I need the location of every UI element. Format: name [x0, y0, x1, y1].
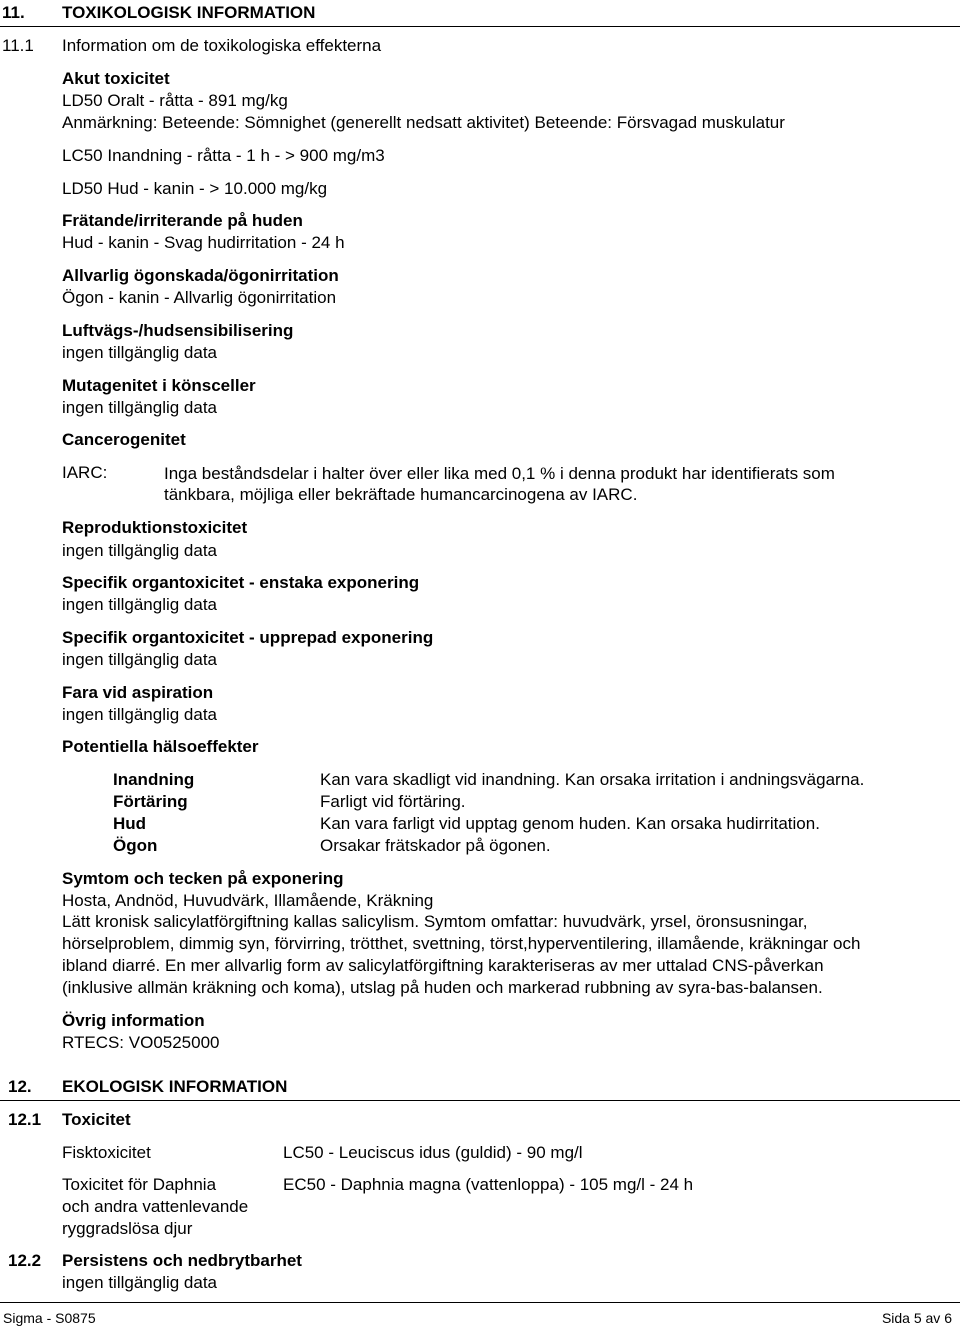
mutagenicity-text: ingen tillgänglig data	[62, 398, 218, 417]
acute-toxicity-heading: Akut toxicitet	[62, 69, 170, 88]
other-info-text: RTECS: VO0525000	[62, 1033, 220, 1052]
symptoms-line: (inklusive allmän kräkning och koma), utslag på huden och markerad rubbning av syra-bas-balansen.	[62, 978, 823, 997]
sensitization-text: ingen tillgänglig data	[62, 343, 218, 362]
health-effect-label: Inandning	[113, 770, 195, 789]
acute-line-3: LC50 Inandning - råtta - 1 h - > 900 mg/m3	[62, 146, 385, 165]
section-12-number: 12.	[8, 1077, 32, 1096]
fish-toxicity-value: LC50 - Leuciscus idus (guldid) - 90 mg/l	[283, 1143, 583, 1162]
symptoms-line: Lätt kronisk salicylatförgiftning kallas salicylism. Symtom omfattar: huvudvärk, yrsel, öronsusningar,	[62, 912, 808, 931]
reproductive-text: ingen tillgänglig data	[62, 541, 218, 560]
acute-line-1: LD50 Oralt - råtta - 891 mg/kg	[62, 91, 288, 110]
health-effect-label: Förtäring	[113, 792, 188, 811]
stot-repeated-text: ingen tillgänglig data	[62, 650, 218, 669]
daphnia-label-line-1: Toxicitet för Daphnia	[62, 1175, 217, 1194]
subsection-12-2-title: Persistens och nedbrytbarhet	[62, 1251, 302, 1270]
fish-toxicity-label: Fisktoxicitet	[62, 1143, 151, 1162]
reproductive-heading: Reproduktionstoxicitet	[62, 518, 248, 537]
stot-repeated-heading: Specifik organtoxicitet - upprepad exponering	[62, 628, 434, 647]
aspiration-text: ingen tillgänglig data	[62, 705, 218, 724]
footer-product-code: Sigma - S0875	[3, 1310, 96, 1326]
symptoms-line: hörselproblem, dimmig syn, förvirring, trötthet, svettning, törst,hyperventilering, illamående, kräkningar och	[62, 934, 861, 953]
daphnia-value: EC50 - Daphnia magna (vattenloppa) - 105 mg/l - 24 h	[283, 1175, 694, 1194]
footer-page-number: Sida 5 av 6	[881, 1310, 952, 1326]
iarc-text-line-1: Inga beståndsdelar i halter över eller lika med 0,1 % i denna produkt har identifierats som	[164, 464, 835, 483]
eye-heading: Allvarlig ögonskada/ögonirritation	[62, 266, 339, 285]
acute-line-2: Anmärkning: Beteende: Sömnighet (generellt nedsatt aktivitet) Beteende: Försvagad muskulatur	[62, 113, 785, 132]
iarc-label: IARC:	[62, 463, 108, 482]
skin-heading: Frätande/irriterande på huden	[62, 211, 303, 230]
section-11-number: 11.	[2, 3, 25, 22]
persistence-text: ingen tillgänglig data	[62, 1273, 218, 1292]
section-divider	[0, 1100, 960, 1101]
iarc-text-line-2: tänkbara, möjliga eller bekräftade humancarcinogena av IARC.	[164, 485, 638, 504]
daphnia-label-line-3: ryggradslösa djur	[62, 1219, 193, 1238]
subsection-11-1-title: Information om de toxikologiska effekterna	[62, 36, 382, 55]
subsection-12-1-number: 12.1	[8, 1110, 42, 1129]
stot-single-heading: Specifik organtoxicitet - enstaka exponering	[62, 573, 420, 592]
other-info-heading: Övrig information	[62, 1011, 205, 1030]
subsection-12-1-title: Toxicitet	[62, 1110, 131, 1129]
subsection-12-2-number: 12.2	[8, 1251, 42, 1270]
health-effect-value: Farligt vid förtäring.	[320, 792, 466, 811]
aspiration-heading: Fara vid aspiration	[62, 683, 214, 702]
health-effect-value: Orsakar frätskador på ögonen.	[320, 836, 551, 855]
symptoms-heading: Symtom och tecken på exponering	[62, 869, 344, 888]
health-effect-label: Ögon	[113, 836, 158, 855]
acute-line-4: LD50 Hud - kanin - > 10.000 mg/kg	[62, 179, 328, 198]
stot-single-text: ingen tillgänglig data	[62, 595, 218, 614]
skin-text: Hud - kanin - Svag hudirritation - 24 h	[62, 233, 345, 252]
mutagenicity-heading: Mutagenitet i könsceller	[62, 376, 256, 395]
sensitization-heading: Luftvägs-/hudsensibilisering	[62, 321, 294, 340]
health-effect-label: Hud	[113, 814, 147, 833]
section-12-title: EKOLOGISK INFORMATION	[62, 1077, 288, 1096]
symptoms-line: ibland diarré. En mer allvarlig form av salicylatförgiftning karakteriseras av mer uttalad CNS-påverkan	[62, 956, 824, 975]
health-effect-value: Kan vara skadligt vid inandning. Kan orsaka irritation i andningsvägarna.	[320, 770, 865, 789]
section-divider	[0, 26, 960, 27]
section-11-title: TOXIKOLOGISK INFORMATION	[62, 3, 316, 22]
subsection-11-1-number: 11.1	[2, 36, 34, 55]
carcinogenicity-heading: Cancerogenitet	[62, 430, 186, 449]
health-effect-value: Kan vara farligt vid upptag genom huden. Kan orsaka hudirritation.	[320, 814, 820, 833]
health-effects-heading: Potentiella hälsoeffekter	[62, 737, 259, 756]
eye-text: Ögon - kanin - Allvarlig ögonirritation	[62, 288, 337, 307]
symptoms-line: Hosta, Andnöd, Huvudvärk, Illamående, Kräkning	[62, 891, 434, 910]
daphnia-label-line-2: och andra vattenlevande	[62, 1197, 249, 1216]
footer-divider	[0, 1302, 960, 1303]
